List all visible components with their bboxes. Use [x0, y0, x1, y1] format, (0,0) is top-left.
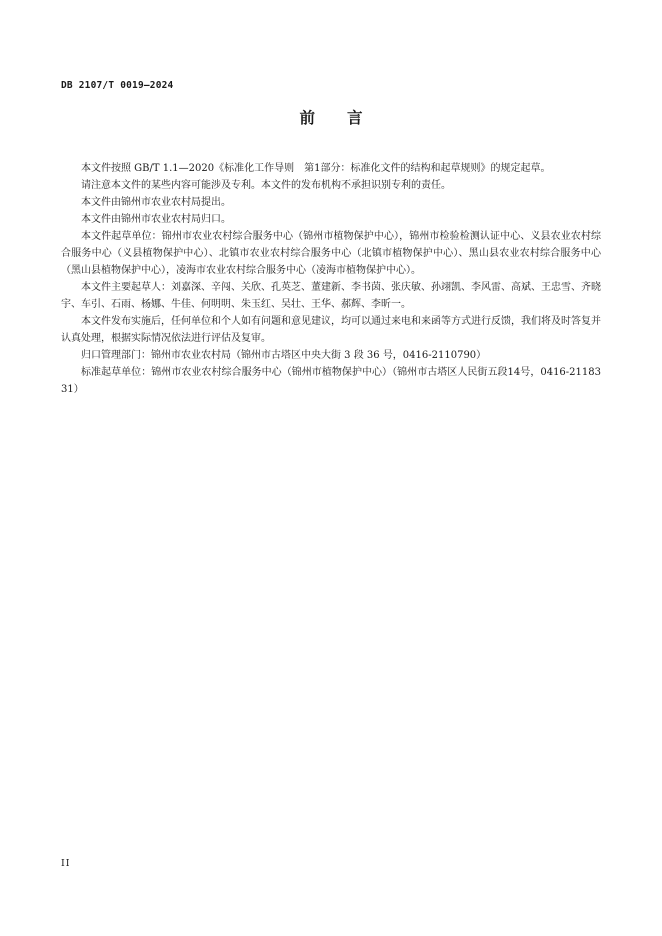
paragraph-patent-notice: 请注意本文件的某些内容可能涉及专利。本文件的发布机构不承担识别专利的责任。 — [81, 180, 451, 191]
paragraph-proposer: 本文件由锦州市农业农村局提出。 — [81, 197, 231, 208]
paragraph-admin-department: 归口管理部门：锦州市农业农村局（锦州市古塔区中央大街 3 段 36 号，0416-2110790） — [81, 350, 487, 361]
page-title: 前言 — [299, 109, 395, 127]
paragraph-drafters: 本文件主要起草人：刘嘉深、辛闯、关欣、孔英芝、董建新、李书茵、张庆敏、孙翊凯、李风雷、高斌、王忠雪、齐晓宇、车引、石雨、杨娜、牛佳、何明明、朱玉红、吴壮、王华、郝辉、李昕一。 — [61, 282, 601, 310]
paragraph-feedback: 本文件发布实施后，任何单位和个人如有问题和意见建议，均可以通过来电和来函等方式进行反馈，我们将及时答复并认真处理，根据实际情况依法进行评估及复审。 — [61, 316, 601, 344]
paragraph-administrator: 本文件由锦州市农业农村局归口。 — [81, 214, 231, 225]
paragraph-drafting-units: 本文件起草单位：锦州市农业农村综合服务中心（锦州市植物保护中心），锦州市检验检测认证中心、义县农业农村综合服务中心（义县植物保护中心）、北镇市农业农村综合服务中心（北镇市植物保护中心）、黑山县农业农村综合服务中心（黑山县植物保护中心），凌海市农业农村综合服务中心（凌海市植物保护中心）。 — [61, 231, 601, 276]
paragraph-drafting-unit-contact: 标准起草单位：锦州市农业农村综合服务中心（锦州市植物保护中心）（锦州市古塔区人民街五段14号，0416-2118331） — [61, 367, 601, 395]
paragraph-drafting-rules: 本文件按照 GB/T 1.1—2020《标准化工作导则 第1部分：标准化文件的结构和起草规则》的规定起草。 — [81, 163, 551, 174]
document-code: DB 2107/T 0019—2024 — [61, 80, 174, 91]
page-number: II — [61, 858, 71, 869]
foreword-body — [61, 160, 601, 398]
